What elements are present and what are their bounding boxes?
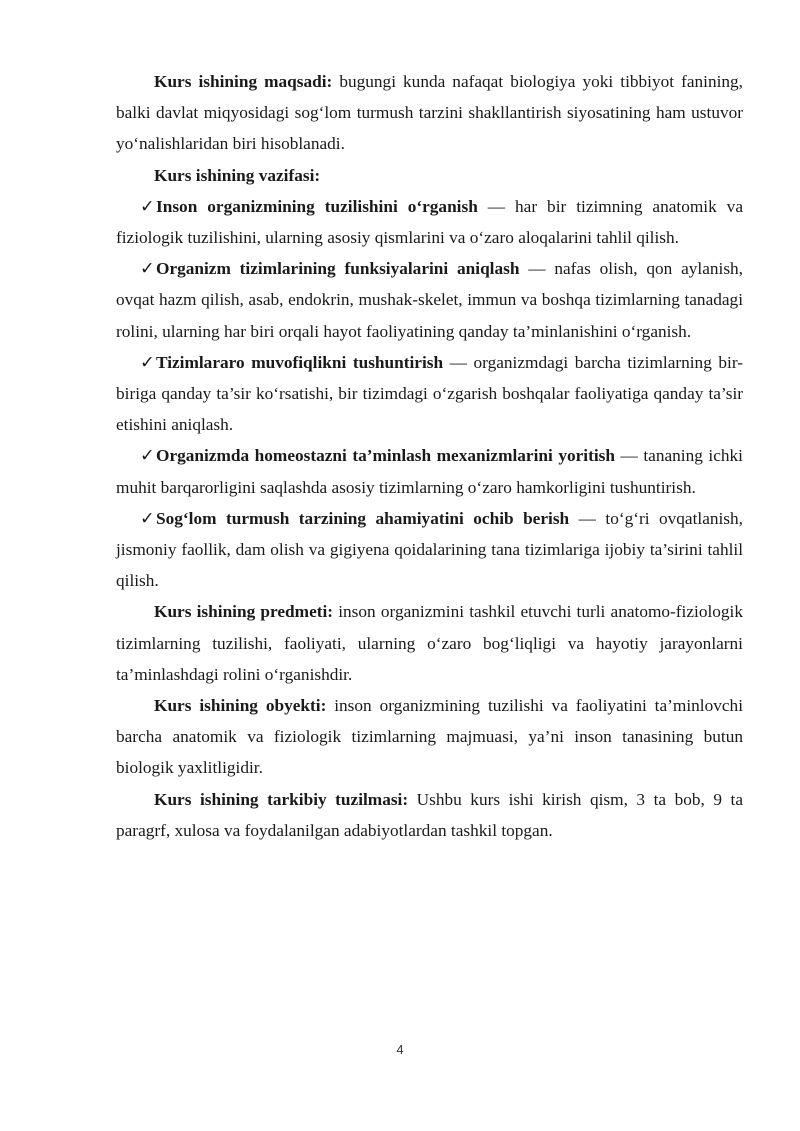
task-title: Inson organizmining tuzilishini o‘rganish [156,196,478,216]
task-text: — har bir tizimning anatomik va fiziologik tuzilishini, ularning asosiy qismlarini va o‘zaro aloqalarini tahlil qilish. [116,196,743,248]
paragraph-vazifa [116,160,743,191]
checkmark-icon: ✓ [140,352,155,372]
document-page [116,66,743,846]
predmet-label: Kurs ishining predmeti: [154,602,334,622]
tarkib-label: Kurs ishining tarkibiy tuzilmasi: [154,789,409,809]
maqsad-label: Kurs ishining maqsadi: [154,72,333,91]
page-number: 4 [396,1042,404,1057]
task-text: — tananing ichki muhit barqarorligini saqlashda asosiy tizimlarning o‘zaro hamkorligini tushuntirish. [116,446,743,497]
checkmark-icon: ✓ [140,446,155,466]
paragraph-tarkib [116,784,743,846]
task-item [116,347,743,441]
paragraph-maqsad [116,66,743,160]
vazifa-label: Kurs ishining vazifasi: [154,165,321,185]
task-item [116,253,743,347]
obyekt-label: Kurs ishining obyekti: [154,696,327,716]
task-item [116,191,743,253]
paragraph-predmet [116,596,743,690]
task-title: Tizimlararo muvofiqlikni tushuntirish [156,352,444,372]
task-text: — nafas olish, qon aylanish, ovqat hazm qilish, asab, endokrin, mushak-skelet, immun va boshqa tizimlarning tanadagi rolini, ularning har biri orqali hayot faoliyatining qanday ta’minlanishini o‘rganish. [116,259,744,341]
task-title: Organizmda homeostazni ta’minlash mexanizmlarini yoritish [156,446,615,466]
task-text: — organizmdagi barcha tizimlarning bir-biriga qanday ta’sir ko‘rsatishi, bir tizimdagi o‘zgarish boshqalar faoliyatiga qanday ta’sir etishini aniqlash. [116,352,743,435]
predmet-text: inson organizmini tashkil etuvchi turli anatomo-fiziologik tizimlarning tuzilishi, faoliyati, ularning o‘zaro bog‘liqligi va hayotiy jarayonlarni ta’minlashdagi rolini o‘rganishdir. [116,602,743,684]
task-item [116,440,743,502]
checkmark-icon: ✓ [140,259,155,279]
maqsad-text: bugungi kunda nafaqat biologiya yoki tibbiyot fanining, balki davlat miqyosidagi sog‘lom turmush tarzini shakllantirish siyosatining ham ustuvor yo‘nalishlaridan biri hisoblanadi. [116,72,743,154]
task-text: — to‘g‘ri ovqatlanish, jismoniy faollik, dam olish va gigiyena qoidalarining tana tizimlariga ijobiy ta’sirini tahlil qilish. [116,508,743,591]
task-title: Sog‘lom turmush tarzining ahamiyatini ochib berish [156,508,570,528]
tarkib-text: Ushbu kurs ishi kirish qism, 3 ta bob, 9 ta paragrf, xulosa va foydalanilgan adabiyotlardan tashkil topgan. [116,789,743,840]
checkmark-icon: ✓ [140,196,155,216]
obyekt-text: inson organizmining tuzilishi va faoliyatini ta’minlovchi barcha anatomik va fiziologik tizimlarning majmuasi, ya’ni inson tanasining butun biologik yaxlitligidir. [116,696,743,778]
task-title: Organizm tizimlarining funksiyalarini aniqlash [156,259,520,279]
checkmark-icon: ✓ [140,508,155,528]
paragraph-obyekt [116,690,743,784]
task-item [116,503,743,597]
